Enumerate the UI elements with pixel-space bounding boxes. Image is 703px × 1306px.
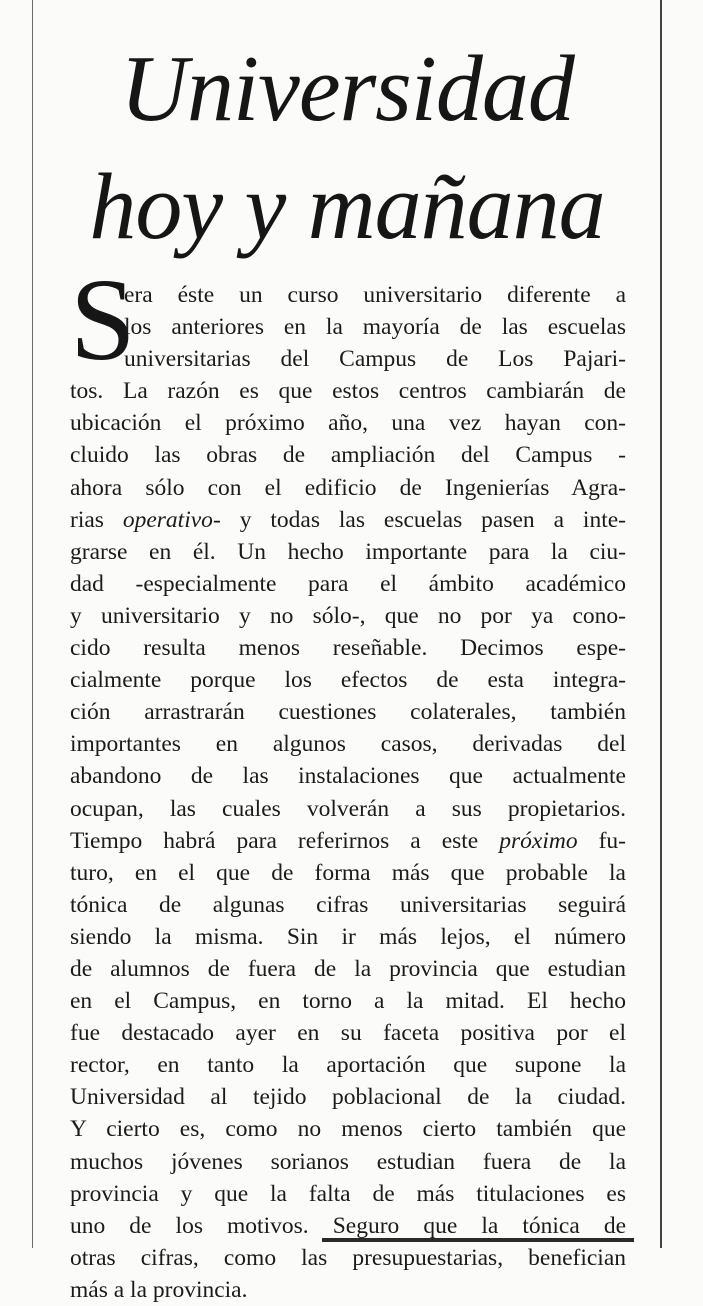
article-line: en el Campus, en torno a la mitad. El hecho: [70, 988, 626, 1015]
article-line: tónica de algunas cifras universitarias seguirá: [70, 891, 626, 918]
article-line: muchos jóvenes sorianos estudian fuera de la: [70, 1148, 626, 1175]
article-line: fue destacado ayer en su faceta positiva por el: [70, 1020, 626, 1047]
headline: [40, 30, 654, 266]
article-line: más a la provincia.: [70, 1276, 248, 1303]
article-line: los anteriores en la mayoría de las escuelas: [124, 314, 626, 341]
article-line: siendo la misma. Sin ir más lejos, el número: [70, 923, 626, 950]
headline-line-2: hoy y mañana: [89, 155, 605, 259]
drop-cap: S: [70, 254, 136, 385]
article-line: ahora sólo con el edificio de Ingenierías Agra-: [70, 474, 626, 501]
article-line: ción arrastrarán cuestiones colaterales, también: [70, 699, 626, 726]
article-line: turo, en el que de forma más que probable la: [70, 859, 626, 886]
article-line: de alumnos de fuera de la provincia que estudian: [70, 955, 626, 982]
article-line: universitarias del Campus de Los Pajari-: [124, 346, 626, 373]
article-line: grarse en él. Un hecho importante para la ciu-: [70, 538, 626, 565]
article-line: ubicación el próximo año, una vez hayan con-: [70, 410, 626, 437]
article-line: tos. La razón es que estos centros cambiarán de: [70, 378, 626, 405]
column-rule-left: [32, 0, 33, 1248]
article-body: [70, 279, 626, 1306]
article-line: cluido las obras de ampliación del Campus -: [70, 442, 626, 469]
article-line: era éste un curso universitario diferente a: [124, 282, 626, 308]
article-line: importantes en algunos casos, derivadas del: [70, 731, 626, 758]
article-line: Y cierto es, como no menos cierto también que: [70, 1116, 626, 1143]
article-line: otras cifras, como las presupuestarias, benefician: [70, 1244, 626, 1271]
article-line: Tiempo habrá para referirnos a este próximo fu-: [70, 827, 626, 854]
article-line: rias operativo- y todas las escuelas pasen a inte-: [70, 506, 626, 533]
article-line: y universitario y no sólo-, que no por ya cono-: [70, 602, 626, 629]
article-line: ocupan, las cuales volverán a sus propietarios.: [70, 795, 626, 822]
article-line: cialmente porque los efectos de esta integra-: [70, 667, 626, 694]
italic-word: operativo: [122, 506, 213, 533]
headline-line-1: Universidad: [120, 37, 574, 141]
article-line: dad -especialmente para el ámbito académico: [70, 570, 626, 597]
article-line: uno de los motivos. Seguro que la tónica de: [70, 1212, 626, 1239]
article-line: abandono de las instalaciones que actualmente: [70, 763, 626, 790]
italic-word: próximo: [499, 827, 578, 854]
article-line: provincia y que la falta de más titulaciones es: [70, 1180, 626, 1207]
article-line: Universidad al tejido poblacional de la ciudad.: [70, 1084, 626, 1111]
column-rule-right: [660, 0, 662, 1248]
article-line: rector, en tanto la aportación que supone la: [70, 1052, 626, 1079]
article-line: cido resulta menos reseñable. Decimos espe-: [70, 635, 626, 662]
